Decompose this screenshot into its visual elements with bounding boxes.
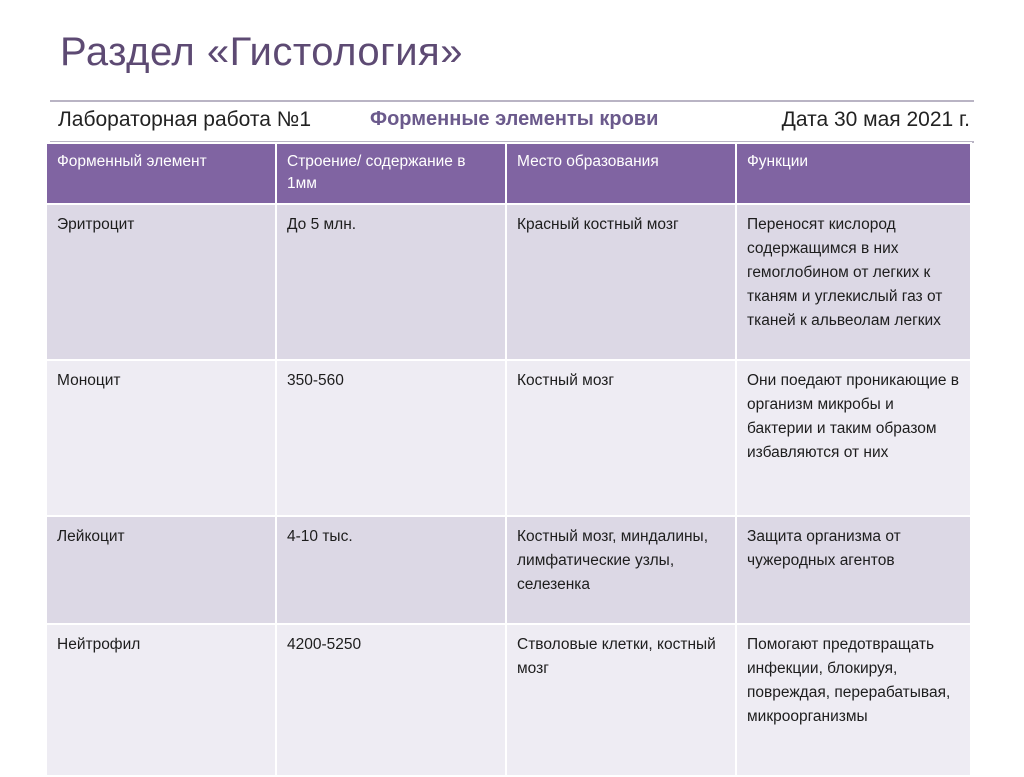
header-origin: Место образования <box>507 144 735 203</box>
header-functions: Функции <box>737 144 970 203</box>
blood-elements-table <box>45 142 972 777</box>
cell-origin: Костный мозг <box>507 361 735 515</box>
cell-element: Лейкоцит <box>47 517 275 623</box>
lab-work-label: Лабораторная работа №1 <box>58 108 311 131</box>
cell-structure: 4200-5250 <box>277 625 505 775</box>
cell-element: Эритроцит <box>47 205 275 359</box>
cell-element: Моноцит <box>47 361 275 515</box>
cell-structure: До 5 млн. <box>277 205 505 359</box>
table-row <box>47 517 970 623</box>
cell-functions: Помогают предотвращать инфекции, блокируя, повреждая, перерабатывая, микроорганизмы <box>737 625 970 775</box>
table-header-row <box>47 144 970 203</box>
cell-element: Нейтрофил <box>47 625 275 775</box>
subheader <box>58 108 970 138</box>
slide-title: Раздел «Гистология» <box>60 30 463 74</box>
cell-functions: Переносят кислород содержащимся в них гемоглобином от легких к тканям и углекислый газ от тканей к альвеолам легких <box>737 205 970 359</box>
header-element: Форменный элемент <box>47 144 275 203</box>
header-structure: Строение/ содержание в 1мм <box>277 144 505 203</box>
cell-structure: 350-560 <box>277 361 505 515</box>
topic-label: Форменные элементы крови <box>370 108 659 130</box>
cell-functions: Защита организма от чужеродных агентов <box>737 517 970 623</box>
table-row <box>47 205 970 359</box>
cell-origin: Стволовые клетки, костный мозг <box>507 625 735 775</box>
cell-origin: Костный мозг, миндалины, лимфатические узлы, селезенка <box>507 517 735 623</box>
divider-top <box>50 100 974 102</box>
cell-functions: Они поедают проникающие в организм микробы и бактерии и таким образом избавляются от них <box>737 361 970 515</box>
cell-structure: 4-10 тыс. <box>277 517 505 623</box>
cell-origin: Красный костный мозг <box>507 205 735 359</box>
table-row <box>47 625 970 775</box>
date-label: Дата 30 мая 2021 г. <box>781 108 970 131</box>
table-row <box>47 361 970 515</box>
